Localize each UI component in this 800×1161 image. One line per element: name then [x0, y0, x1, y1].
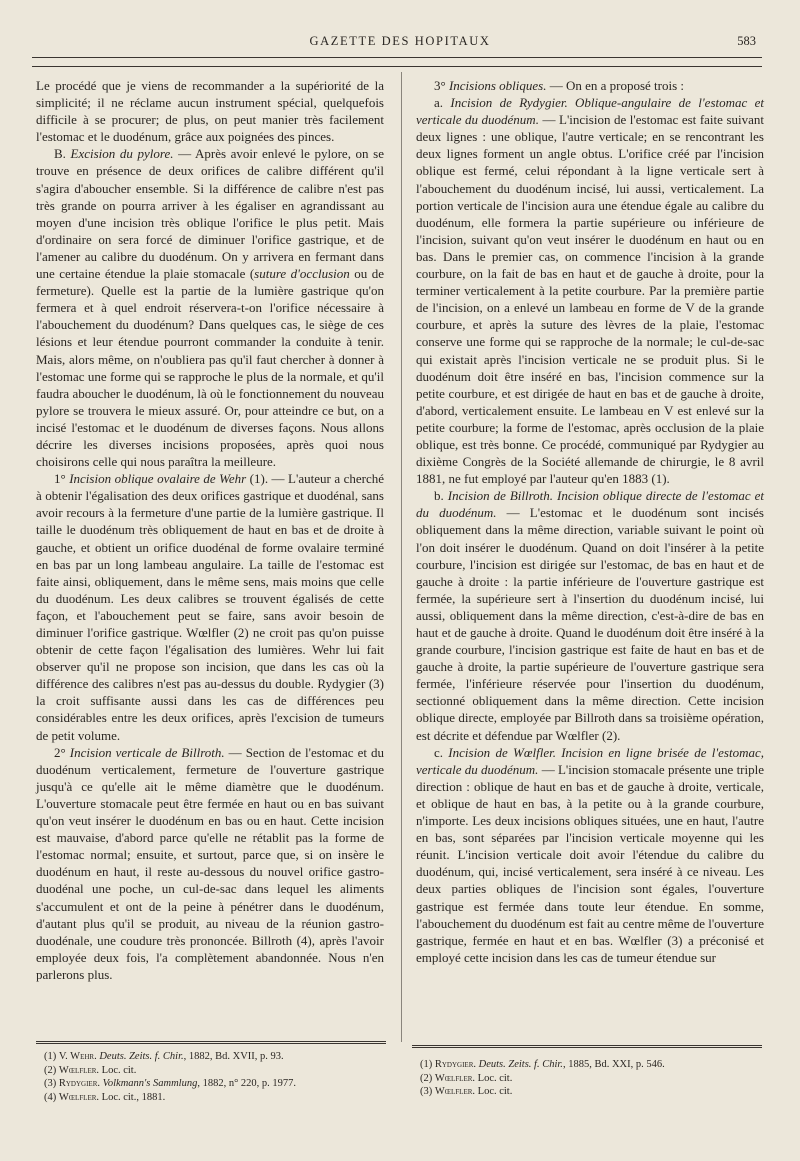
- paragraph: [36, 77, 384, 145]
- footnote-rest: Loc. cit.: [475, 1072, 513, 1084]
- italic-text: Incision verticale de Billroth.: [69, 744, 225, 760]
- footnote-author: Wœlfler.: [434, 1086, 476, 1098]
- text-run: 3°: [434, 78, 449, 93]
- text-run: 2°: [54, 744, 70, 760]
- footnote-author: Wœlfler.: [58, 1064, 100, 1076]
- italic-text: Incision de Rydygier. Oblique-angulaire de l'estomac et verticale du duodénum.: [416, 95, 764, 128]
- footnote-rest: , 1885, Bd. XXI, p. 546.: [562, 1059, 665, 1070]
- italic-text: Incision de Wœlfler. Incision en ligne brisée de l'estomac, verticale du duodénum.: [416, 744, 764, 777]
- footnote-author: Wœlfler.: [434, 1072, 476, 1084]
- footnote-n: (1): [420, 1059, 435, 1070]
- footnote-rest: Loc. cit.: [475, 1086, 513, 1098]
- paragraph: [416, 487, 764, 743]
- text-run: Le procédé que je viens de recommander a la supériorité de la simplicité; il ne réclame aucun instrument spécial, quelquefois difficile à se procurer; de plus, on peut manier très facilement l'estomac et le duodénum, grâce aux poignées des pinces.: [36, 78, 384, 145]
- footnote-rest-i: Deuts. Zeits. f. Chir.: [96, 1051, 184, 1062]
- footnote-rule-right: [412, 1045, 762, 1048]
- footnotes-left: [44, 1050, 394, 1104]
- paragraph: [416, 744, 764, 966]
- footnote-rest-i: Deuts. Zeits. f. Chir.: [476, 1059, 563, 1070]
- footnote-n: (3): [44, 1078, 59, 1090]
- italic-text: Incision de Billroth. Incision oblique directe de l'estomac et du duodénum.: [416, 488, 765, 521]
- text-run: 1°: [54, 471, 70, 487]
- running-title: GAZETTE DES HOPITAUX: [309, 34, 491, 48]
- footnote-n: (3): [420, 1086, 435, 1098]
- footnote-n: (2): [420, 1072, 435, 1084]
- paragraph: [416, 77, 764, 94]
- footnote-rest: Loc. cit., 1881.: [99, 1091, 166, 1103]
- header-rule-thin: [32, 66, 762, 67]
- page-number: 583: [737, 34, 756, 48]
- footnote-author: V. Wehr.: [58, 1051, 97, 1062]
- italic-text: Incisions obliques.: [448, 78, 547, 93]
- text-run: c.: [434, 744, 449, 760]
- footnote: [44, 1050, 394, 1064]
- footnote: [420, 1085, 770, 1099]
- text-run: ou de fermeture). Quelle est la partie de la lumière gastrique qu'on fermera et à quel endroit réservera-t-on l'orifice nécessaire à l'abouchement du duodénum? Dans quelques cas, le siège de ces lésions et leur étendue pourront commander la conduite à tenir. Mais, alors même, on n'oubliera pas qu'il faut chercher à donner à l'estomac une forme qui se rapproche le plus de la normale, et qu'il faudra aboucher le duodénum, là où le fonctionnement du nouveau pylore se trouvera le mieux assuré. Or, pour atteindre ce but, on a incisé l'estomac et le duodénum de diverses façons. Nous allons décrire les diverses incisions proposées, après quoi nous choisirons celle qui nous paraîtra la meilleure.: [36, 266, 384, 470]
- footnote-n: (4): [44, 1091, 59, 1103]
- text-run: a.: [434, 95, 451, 111]
- paragraph: [416, 94, 764, 487]
- text-run: — L'incision stomacale présente une triple direction : oblique de haut en bas et de gauche à droite, verticale, et oblique de haut en bas, à la petite ou à la grande courbure, n'importe. Les deux incisions obliques situées, une en haut, l'autre en bas, sont séparées par l'incision verticale moyenne qui les réunit. L'incision verticale doit avoir l'étendue du calibre du duodénum, qui, incisé verticalement, sera inséré à ce niveau. Les deux parties obliques de l'incision sont égales, l'ouverture gastrique est fermée dans toute leur étendue. En somme, l'abouchement du duodénum est fait au centre même de l'ouverture gastrique, fermée en haut et en bas. Wœlfler (3) a préconisé et employé cette incision dans les cas de tumeur étendue sur: [416, 761, 765, 965]
- text-run: — Section de l'estomac et du duodénum verticalement, fermeture de l'ouverture gastrique jusqu'à ce qu'elle ait le même diamètre que le duodénum. L'ouverture stomacale peut être fermée en haut ou en bas suivant qu'on veut insérer le duodénum en bas ou en haut. Cette incision est mauvaise, d'abord parce qu'elle ne rétablit pas la forme de l'estomac normal; ensuite, et surtout, parce que, si on insère le duodénum en haut, il reste au-dessous du nouvel orifice gastro-duodénal une poche, un cul-de-sac dans lequel les aliments s'accumulent et ont de la peine à pénétrer dans le duodénum, d'autant plus qu'il se produit, au niveau de la réunion gastro-duodénale, une coudure très prononcée. Billroth (4), après l'avoir employée deux fois, l'a complètement abandonnée. Nous n'en parlerons plus.: [36, 744, 384, 982]
- footnote-author: Rydygier.: [58, 1078, 100, 1090]
- footnote-author: Wœlfler.: [58, 1091, 100, 1103]
- footnote-n: (1): [44, 1051, 59, 1062]
- italic-text: Incision oblique ovalaire de Wehr: [69, 471, 247, 487]
- text-run: — Après avoir enlevé le pylore, on se trouve en présence de deux orifices de calibre différent qu'il s'agira d'aboucher ensemble. Si la différence de calibre n'est pas très grande on pourra arriver à les égaliser en agrandissant au moyen d'une incision très oblique l'orifice le plus petit. Mais d'ordinaire on sera forcé de diminuer l'orifice gastrique, et de l'amener au calibre du duodénum. On y arrivera en fermant dans une certaine étendue la plaie stomacale (: [36, 146, 384, 282]
- footnote-rest: Loc. cit.: [99, 1064, 137, 1076]
- right-column: [416, 77, 764, 966]
- header-rule: [32, 57, 762, 58]
- text-run: b.: [434, 488, 448, 504]
- footnote-rest: , 1882, n° 220, p. 1977.: [197, 1078, 297, 1090]
- footnote: [44, 1091, 394, 1105]
- italic-text: suture d'occlusion: [254, 266, 350, 282]
- paragraph: [36, 145, 384, 470]
- footnotes-right: [420, 1058, 770, 1099]
- footnote: [44, 1064, 394, 1078]
- text-run: — L'incision de l'estomac est faite suivant deux lignes : une oblique, l'autre verticale; en se rencontrant les deux lignes forment un angle obtus. L'orifice créé par l'incision oblique est fermé, celui répondant à la ligne verticale sert à l'abouchement du duodénum incisé, lui aussi, verticalement. La portion verticale de l'incision aura une étendue égale au calibre du duodénum, elle formera la partie supérieure ou inférieure de l'incision, suivant qu'on veut insérer le duodénum en haut ou en bas. Dans le premier cas, on commence l'incision à la grande courbure, on la fait de bas en haut et de gauche à droite, pour la terminer verticalement à la petite courbure. Par la première partie de l'incision, on a enlevé un lambeau en forme de V de la grande courbure, et après la suture des lèvres de la plaie, l'estomac conserve une forme qui se rapproche de la normale; le cul-de-sac qui existait après l'incision verticale ne se produit plus. Si le duodénum doit être inséré en bas, l'incision commence sur la petite courbure, et est dirigée de haut en bas et de gauche à droite, d'abord, verticalement ensuite. Le lambeau en V est enlevé sur la petite courbure; la forme de l'estomac, après occlusion de la plaie oblique, est très bonne. Ce procédé, communiqué par Rydygier au dixième Congrès de la Société allemande de chirurgie, le 8 avril 1881, ne fut employé par l'auteur qu'en 1883 (1).: [416, 112, 764, 487]
- footnote: [420, 1072, 770, 1086]
- paragraph: [36, 470, 384, 744]
- footnote-author: Rydygier.: [434, 1059, 476, 1070]
- footnote: [420, 1058, 770, 1072]
- footnote-rest-i: Volkmann's Sammlung: [100, 1078, 198, 1090]
- footnote-rule-left: [36, 1041, 386, 1044]
- paragraph: [36, 744, 384, 983]
- text-run: — On en a proposé trois :: [546, 78, 685, 93]
- text-run: B.: [54, 146, 71, 162]
- footnote-n: (2): [44, 1064, 59, 1076]
- text-run: (1). — L'auteur a cherché à obtenir l'égalisation des deux orifices gastrique et duodénal, sans avoir recours à la fermeture d'une partie de la lumière gastrique. Il taille le duodénum très obliquement de haut en bas et de droite à gauche, et obtient un orifice duodénal de forme ovalaire terminé en bas par un long lambeau angulaire. La taille de l'estomac est faite ainsi, obliquement, dans le même sens, mais moins que celle du duodénum. Les deux calibres se trouvent égalisés de cette façon, et l'abouchement peut se faire, sans avoir besoin de diminuer l'orifice gastrique. Wœlfler (2) ne croit pas qu'on puisse obtenir de cette façon l'égalisation des lumières. Wehr lui fait observer qu'il ne propose son incision, que dans les cas où la différence des calibres n'est pas au-dessus du double. Rydygier (3) la croit suffisante aussi dans les cas de différences peu considérables entre les deux orifices, après l'excision de tumeurs de petit volume.: [36, 471, 385, 743]
- left-column: [36, 77, 384, 983]
- footnote-rest: , 1882, Bd. XVII, p. 93.: [183, 1051, 284, 1062]
- text-run: — L'estomac et le duodénum sont incisés obliquement dans la même direction, variable suivant le point où l'on doit insérer le duodénum. Quand on doit l'insérer à la petite courbure, l'incision est dirigée sur l'estomac, de bas en haut et de gauche à droite : la partie inférieure de l'ouverture gastrique est fermée, la supérieure sert à l'insertion du duodénum incisé, lui aussi, obliquement dans la même direction, c'est-à-dire de bas en haut et de gauche à droite. Quand le duodénum doit être inséré à la grande courbure, l'incision gastrique est faite de haut en bas et de gauche à droite, la partie supérieure de l'ouverture gastrique sera fermée, l'inférieure réservée pour l'insertion du duodénum, sectionné obliquement dans la même direction. Cette incision oblique directe, employée par Billroth dans sa troisième opération, est décrite et défendue par Wœlfler (2).: [416, 505, 764, 743]
- italic-text: Excision du pylore.: [70, 146, 174, 162]
- footnote: [44, 1077, 394, 1091]
- column-divider: [401, 72, 402, 1042]
